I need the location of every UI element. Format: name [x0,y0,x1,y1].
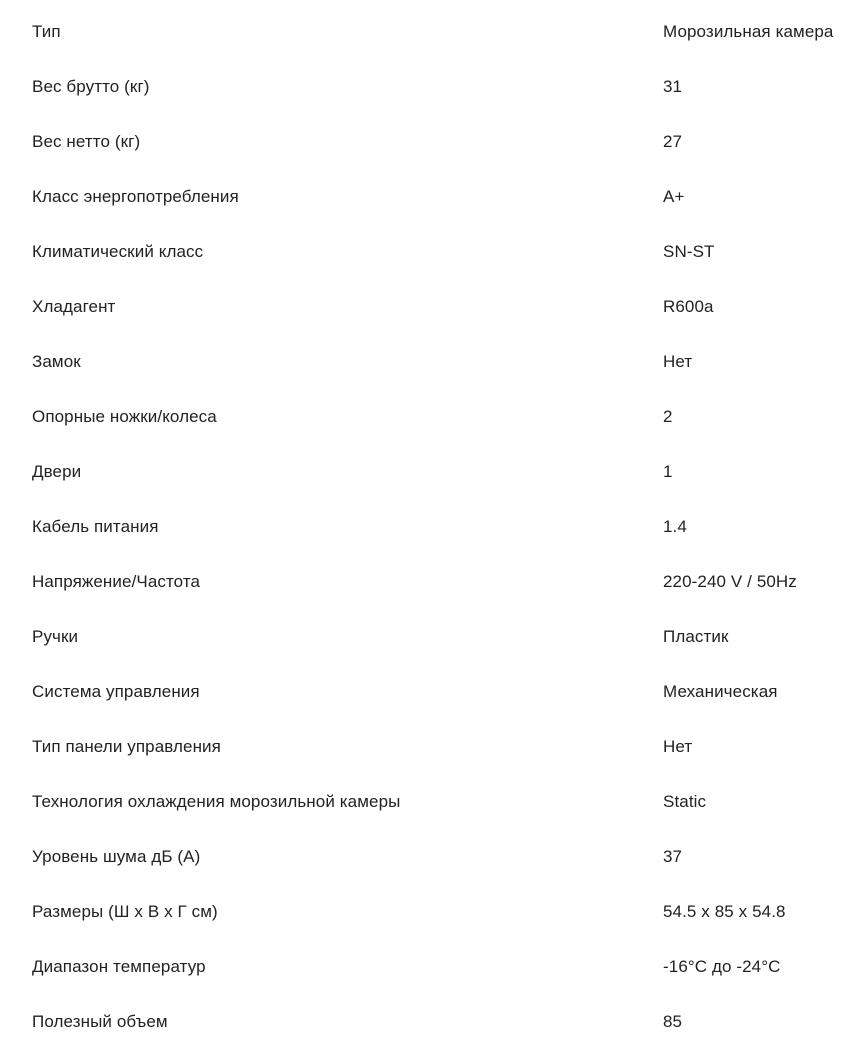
spec-label: Тип панели управления [32,737,221,756]
spec-row [0,605,854,660]
spec-value: 1 [663,462,673,481]
spec-value: Пластик [663,627,729,646]
spec-label: Размеры (Ш x В x Г см) [32,902,218,921]
spec-value: R600a [663,297,714,316]
spec-label: Кабель питания [32,517,159,536]
spec-row [0,990,854,1045]
spec-value: Нет [663,737,693,756]
spec-row [0,550,854,605]
spec-value: 2 [663,407,673,426]
spec-row [0,440,854,495]
spec-row [0,110,854,165]
spec-label: Климатический класс [32,242,204,261]
spec-row [0,770,854,825]
spec-label: Напряжение/Частота [32,572,201,591]
spec-row [0,0,854,55]
spec-label: Двери [32,462,82,481]
spec-value: 31 [663,77,683,96]
spec-value: Нет [663,352,693,371]
spec-value: 27 [663,132,683,151]
spec-value: SN-ST [663,242,715,261]
spec-row [0,935,854,990]
spec-label: Технология охлаждения морозильной камеры [32,792,401,811]
spec-row [0,385,854,440]
spec-label: Тип [32,22,61,41]
spec-row [0,880,854,935]
spec-value: Морозильная камера [663,22,834,41]
spec-value: Механическая [663,682,778,701]
spec-label: Хладагент [32,297,116,316]
spec-label: Замок [32,352,81,371]
spec-row [0,275,854,330]
spec-label: Вес брутто (кг) [32,77,150,96]
spec-row [0,825,854,880]
spec-label: Уровень шума дБ (А) [32,847,201,866]
spec-label: Ручки [32,627,79,646]
spec-value: A+ [663,187,685,206]
spec-row [0,220,854,275]
spec-row [0,55,854,110]
spec-value: 220-240 V / 50Hz [663,572,797,591]
spec-value: 85 [663,1012,683,1031]
spec-label: Класс энергопотребления [32,187,239,206]
spec-row [0,495,854,550]
spec-row [0,330,854,385]
spec-value: 37 [663,847,683,866]
spec-row [0,660,854,715]
spec-row [0,165,854,220]
spec-label: Вес нетто (кг) [32,132,141,151]
spec-label: Опорные ножки/колеса [32,407,217,426]
spec-value: -16°С до -24°С [663,957,781,976]
spec-value: 54.5 x 85 x 54.8 [663,902,786,921]
spec-label: Диапазон температур [32,957,206,976]
spec-value: Static [663,792,707,811]
spec-value: 1.4 [663,517,687,536]
spec-label: Полезный объем [32,1012,168,1031]
spec-label: Система управления [32,682,200,701]
spec-row [0,715,854,770]
